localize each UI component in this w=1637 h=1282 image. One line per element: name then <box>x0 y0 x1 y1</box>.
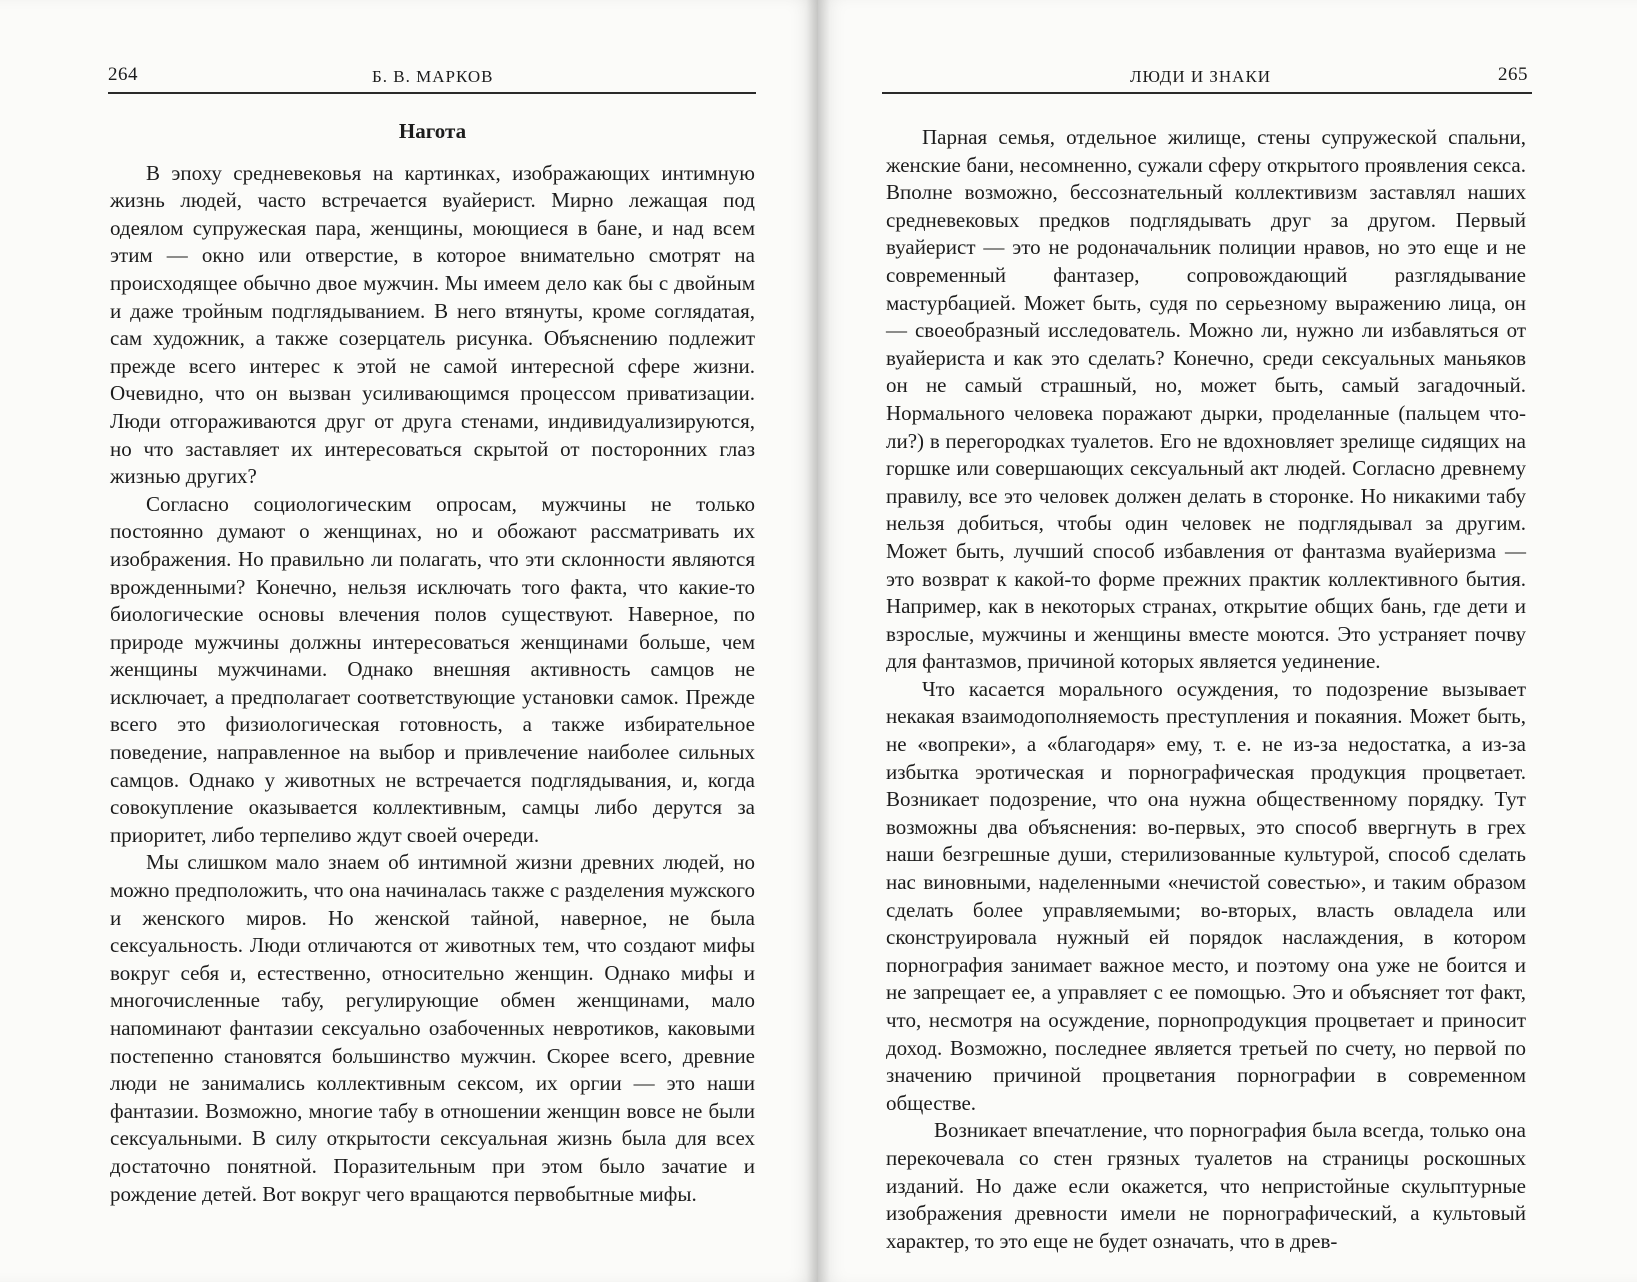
book-gutter <box>806 0 830 1282</box>
left-page-header <box>108 62 756 94</box>
paragraph: В эпоху средневековья на картинках, изображающих интимную жизнь людей, часто встречается вуайерист. Мирно лежащая под одеялом супружеская пара, женщины, моющиеся в бане, и над всем этим — окно или отверстие, в которое внимательно смотрят на происходящее обычно двое мужчин. Мы имеем дело как бы с двойным и даже тройным подглядыванием. В него втянуты, кроме соглядатая, сам художник, а также созерцатель рисунка. Объяснению подлежит прежде всего интерес к этой не самой интересной сфере жизни. Очевидно, что он вызван усиливающимся процессом приватизации. Люди отгораживаются друг от друга стенами, индивидуализируются, но что заставляет их интересоваться скрытой от посторонних глаз жизнью других? <box>110 160 755 489</box>
running-head: ЛЮДИ И ЗНАКИ <box>1130 67 1272 86</box>
paragraph: Что касается морального осуждения, то подозрение вызывает некакая взаимодополняемость преступления и покаяния. Может быть, не «вопреки», а «благодаря» ему, т. е. не из-за недостатка, а из-за избытка эротическая и порнографическая продукция процветает. Возникает подозрение, что она нужна общественному порядку. Тут возможны два объяснения: во-первых, это способ ввергнуть в грех наши безгрешные души, стерилизованные культурой, способ сделать нас виновными, наделенными «нечистой совестью», и таким образом сделать более управляемыми; во-вторых, власть овладела или сконструировала нужный ей порядок наслаждения, в котором порнография занимает важное место, и поэтому она уже не боится и не запрещает ее, а управляет с ее помощью. Это и объясняет тот факт, что, несмотря на осуждение, порнопродукция процветает и приносит доход. Возможно, последнее является третьей по счету, но первой по значению причиной процветания порнографии в современном обществе. <box>886 676 1526 1115</box>
page-number: 264 <box>108 64 138 85</box>
paragraph: Возникает впечатление, что порнография была всегда, только она перекочевала со стен грязных туалетов на страницы роскошных изданий. Но даже если окажется, что непристойные скульптурные изображения древности имели не порнографический, а культовый характер, то это еще не будет означать, что в древ- <box>886 1118 1526 1253</box>
running-head: Б. В. МАРКОВ <box>372 67 494 86</box>
right-page-header <box>882 62 1532 94</box>
page-number: 265 <box>1498 64 1528 85</box>
right-page <box>818 0 1637 1282</box>
left-page <box>0 0 818 1282</box>
section-heading: Нагота <box>398 119 467 143</box>
paragraph: Согласно социологическим опросам, мужчины не только постоянно думают о женщинах, но и обожают рассматривать их изображения. Но правильно ли полагать, что эти склонности являются врожденными? Конечно, нельзя исключать того факта, что какие-то биологические основы влечения полов существуют. Наверное, по природе мужчины должны интересоваться женщинами больше, чем женщины мужчинами. Однако внешняя активность самцов не исключает, а предполагает соответствующие установки самок. Прежде всего это физиологическая готовность, а также избирательное поведение, направленное на выбор и привлечение наиболее сильных самцов. Однако у животных не встречается подглядывания, и, когда совокупление оказывается коллективным, самцы либо дерутся за приоритет, либо терпеливо ждут своей очереди. <box>110 491 755 847</box>
paragraph: Мы слишком мало знаем об интимной жизни древних людей, но можно предположить, что она начиналась также с разделения мужского и женского миров. Но женской тайной, наверное, не была сексуальность. Люди отличаются от животных тем, что создают мифы вокруг себя и, естественно, относительно женщин. Однако мифы и многочисленные табу, регулирующие обмен женщинами, мало напоминают фантазии сексуально озабоченных невротиков, каковыми постепенно становятся большинство мужчин. Скорее всего, древние люди не занимались коллективным сексом, их оргии — это наши фантазии. Возможно, многие табу в отношении женщин вовсе не были сексуальными. В силу открытости сексуальная жизнь была для всех достаточно понятной. Поразительным при этом было зачатие и рождение детей. Вот вокруг чего вращаются первобытные мифы. <box>110 850 755 1206</box>
left-page-body <box>110 118 755 1208</box>
paragraph: Парная семья, отдельное жилище, стены супружеской спальни, женские бани, несомненно, сужали сферу открытого проявления секса. Вполне возможно, бессознательный коллективизм заставлял наших средневековых предков подглядывать друг за другом. Первый вуайерист — это не родоначальник полиции нравов, но это еще и не современный фантазер, сопровождающий разглядывание мастурбацией. Может быть, судя по серьезному выражению лица, он — своеобразный исследователь. Можно ли, нужно ли избавляться от вуайериста и как это сделать? Конечно, среди сексуальных маньяков он не самый страшный, но, может быть, самый загадочный. Нормального человека поражают дырки, проделанные (пальцем что-ли?) в перегородках туалетов. Его не вдохновляет зрелище сидящих на горшке или совершающих сексуальный акт людей. Согласно древнему правилу, все это человек должен делать в сторонке. Но никакими табу нельзя добиться, чтобы один человек не подглядывал за другим. Может быть, лучший способ избавления от фантазма вуайеризма — это возврат к какой-то форме прежних практик коллективного бытия. Например, как в некоторых странах, открытие общих бань, где дети и взрослые, мужчины и женщины вместе моются. Это устраняет почву для фантазмов, причиной которых является уединение. <box>886 125 1526 674</box>
right-page-body <box>886 124 1526 1255</box>
